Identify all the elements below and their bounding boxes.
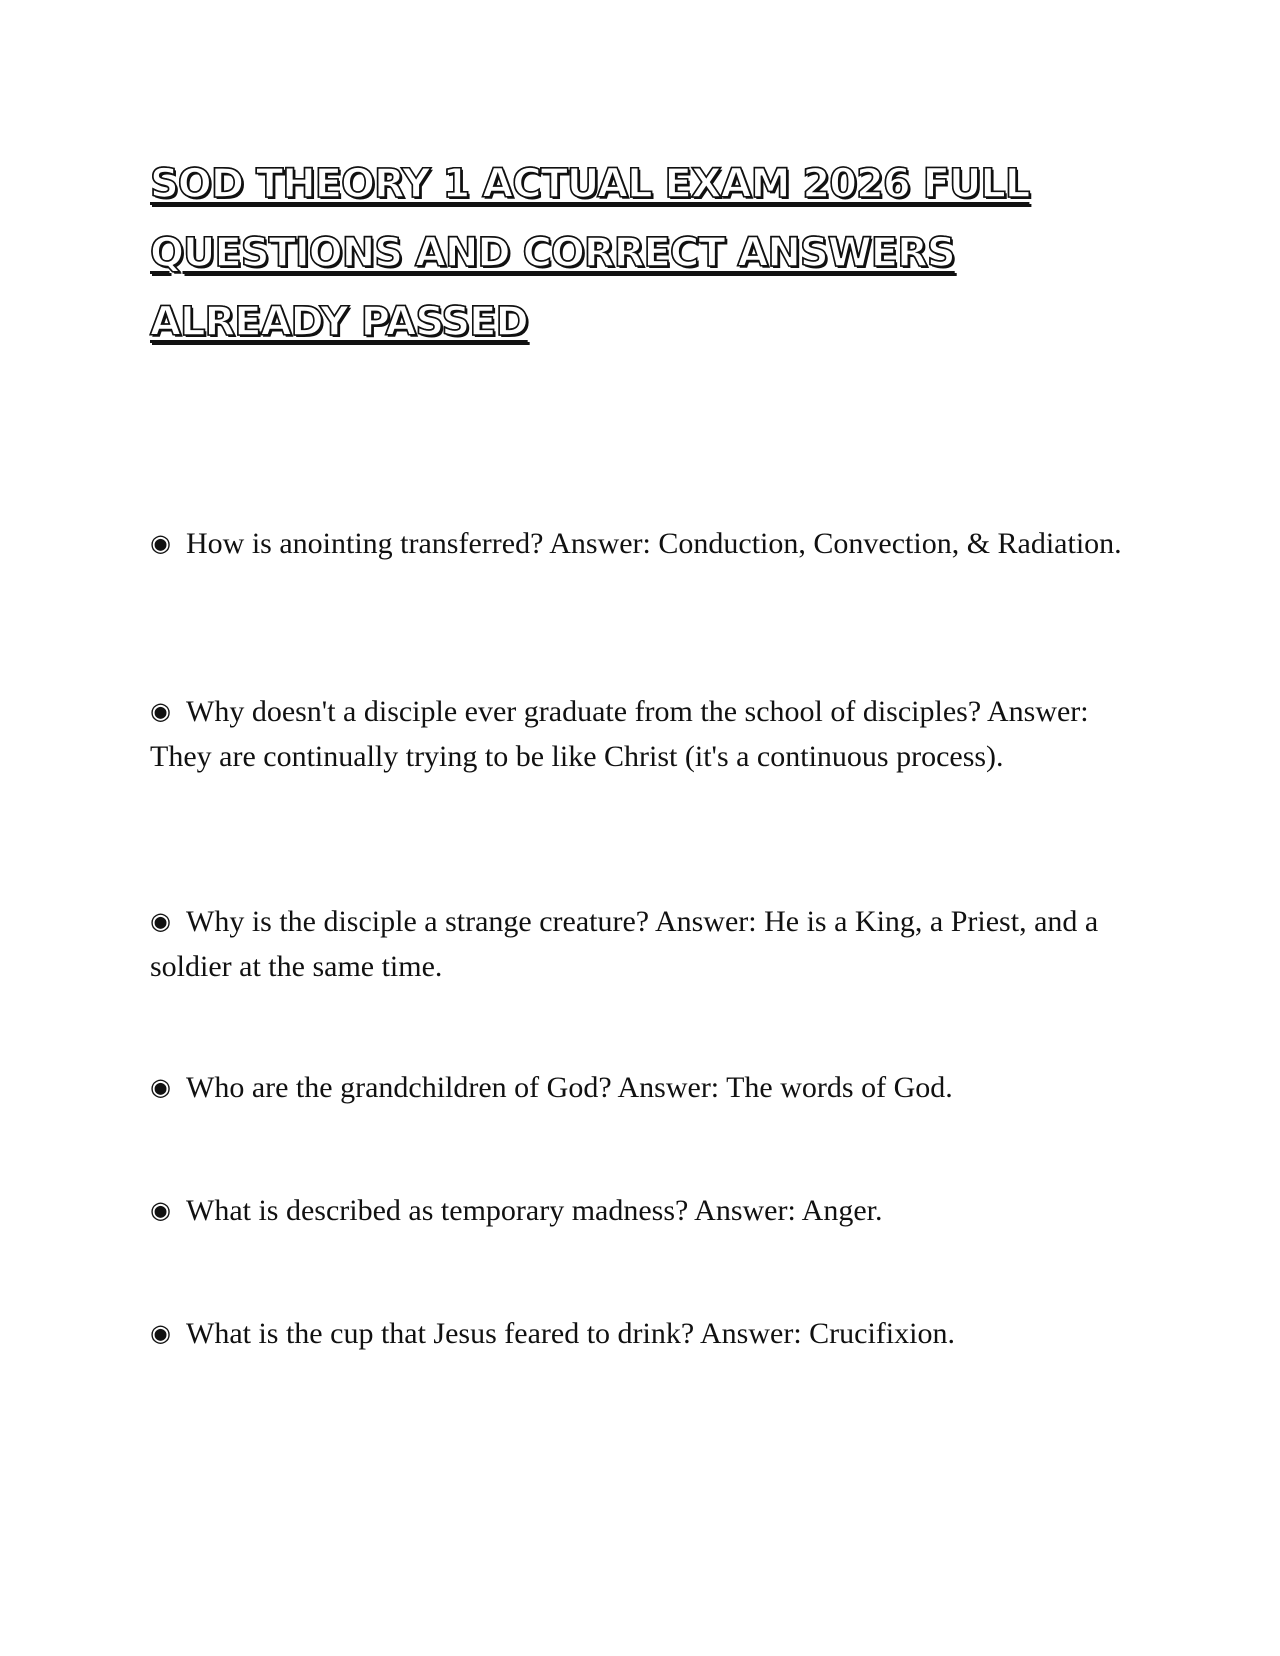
qa-item — [150, 690, 1150, 779]
title-line-3: ALREADY PASSED — [150, 299, 528, 345]
radio-bullet-icon: ◉ — [150, 907, 171, 935]
radio-bullet-icon: ◉ — [150, 1073, 171, 1101]
radio-bullet-icon: ◉ — [150, 697, 171, 725]
qa-item-text: Why is the disciple a strange creature? Answer: He is a King, a Priest, and a soldier at the same time. — [150, 905, 1099, 983]
qa-item — [150, 900, 1150, 989]
qa-item — [150, 1312, 1150, 1357]
qa-item — [150, 1066, 1150, 1111]
title-line-2: QUESTIONS AND CORRECT ANSWERS — [150, 230, 955, 276]
qa-item-text: Who are the grandchildren of God? Answer: The words of God. — [186, 1071, 953, 1104]
radio-bullet-icon: ◉ — [150, 1319, 171, 1347]
qa-item-text: What is described as temporary madness? Answer: Anger. — [186, 1194, 883, 1227]
qa-item — [150, 522, 1150, 567]
qa-item-text: Why doesn't a disciple ever graduate from the school of disciples? Answer: They are continually trying to be like Christ (it's a continuous process). — [150, 695, 1089, 773]
title-line-1: SOD THEORY 1 ACTUAL EXAM 2026 FULL — [150, 161, 1030, 207]
radio-bullet-icon: ◉ — [150, 529, 171, 557]
document-title — [150, 150, 1150, 357]
qa-item-text: What is the cup that Jesus feared to drink? Answer: Crucifixion. — [186, 1317, 955, 1350]
radio-bullet-icon: ◉ — [150, 1196, 171, 1224]
qa-item — [150, 1189, 1150, 1234]
qa-item-text: How is anointing transferred? Answer: Conduction, Convection, & Radiation. — [186, 527, 1122, 560]
